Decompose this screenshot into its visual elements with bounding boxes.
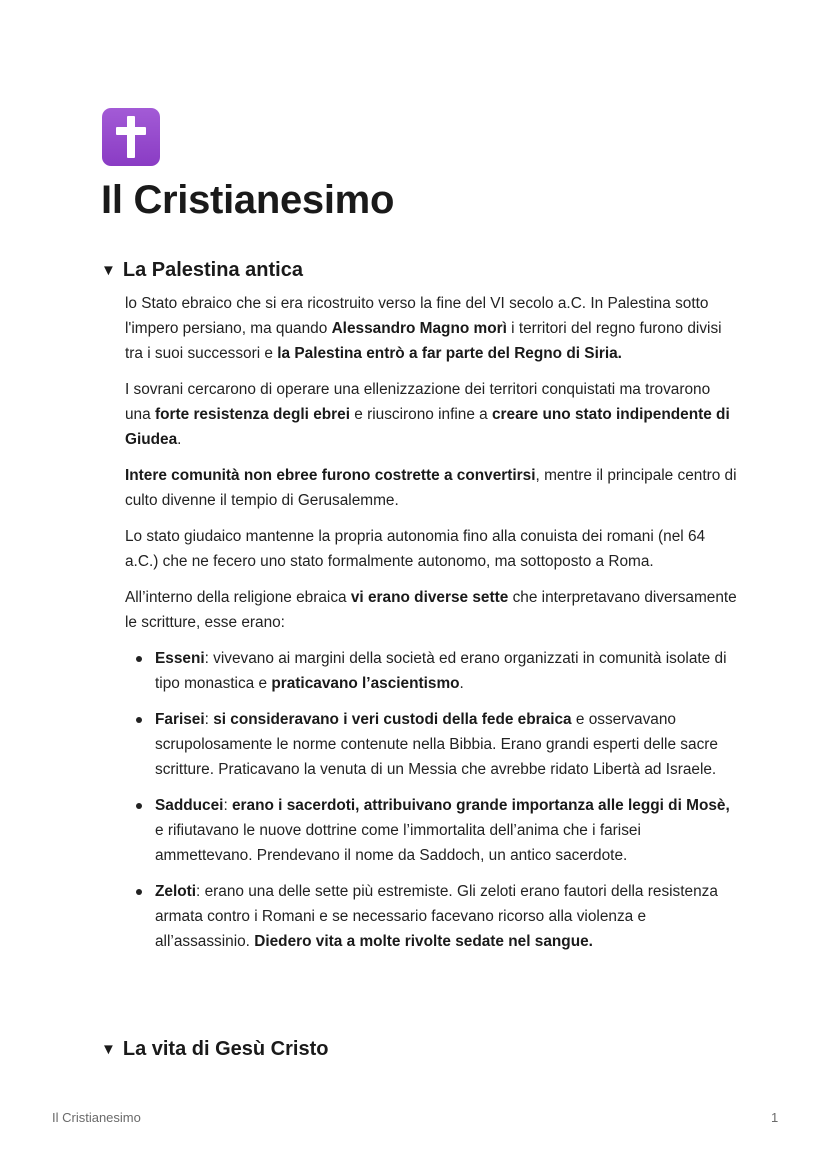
latin-cross-icon bbox=[102, 108, 160, 166]
bullet-icon bbox=[136, 717, 142, 723]
list-item: Sadducei: erano i sacerdoti, attribuivano grande importanza alle leggi di Mosè, e rifiutavano le nuove dottrine come l’immortalita dell’anima che i farisei ammettevano. Prendevano il nome da Saddoch, un antico sacerdote. bbox=[125, 793, 737, 868]
bullet-icon bbox=[136, 803, 142, 809]
footer-page-number: 1 bbox=[771, 1110, 779, 1125]
toggle-content bbox=[125, 291, 737, 965]
page-title: Il Cristianesimo bbox=[101, 178, 395, 222]
paragraph: Lo stato giudaico mantenne la propria autonomia fino alla conuista dei romani (nel 64 a.C.) che ne fecero uno stato formalmente autonomo, ma sottoposto a Roma. bbox=[125, 528, 706, 570]
toggle-heading-palestina[interactable] bbox=[101, 259, 303, 282]
toggle-heading-label: La Palestina antica bbox=[122, 259, 303, 281]
paragraph: lo Stato ebraico che si era ricostruito verso la fine del VI secolo a.C. In Palestina sotto l'impero persiano, ma quando Alessandro Magno morì i territori del regno furono divisi tra i suoi successori e la Palestina entrò a far parte del Regno di Siria. bbox=[125, 295, 722, 362]
footer-doc-title: Il Cristianesimo bbox=[52, 1110, 141, 1125]
list-item: Zeloti: erano una delle sette più estremiste. Gli zeloti erano fautori della resistenza armata contro i Romani e se necessario facevano ricorso alla violenza e all’assassinio. Diedero vita a molte rivolte sedate nel sangue. bbox=[125, 879, 737, 954]
toggle-heading-gesu[interactable] bbox=[101, 1038, 328, 1061]
list-item: Farisei: si consideravano i veri custodi della fede ebraica e osservavano scrupolosamente le norme contenute nella Bibbia. Erano grandi esperti delle sacre scritture. Praticavano la venuta di un Messia che avrebbe ridato Libertà ad Israele. bbox=[125, 707, 737, 782]
paragraph: All’interno della religione ebraica vi erano diverse sette che interpretavano diversamente le scritture, esse erano: bbox=[125, 589, 737, 631]
bullet-icon bbox=[136, 656, 142, 662]
paragraph: I sovrani cercarono di operare una ellenizzazione dei territori conquistati ma trovarono una forte resistenza degli ebrei e riuscirono infine a creare uno stato indipendente di Giudea. bbox=[125, 381, 730, 448]
list-item: Esseni: vivevano ai margini della società ed erano organizzati in comunità isolate di tipo monastica e praticavano l’ascientismo. bbox=[125, 646, 737, 696]
bullet-icon bbox=[136, 889, 142, 895]
bullet-list bbox=[125, 646, 737, 954]
triangle-down-icon[interactable]: ▼ bbox=[101, 1041, 116, 1058]
toggle-heading-label: La vita di Gesù Cristo bbox=[122, 1038, 329, 1060]
triangle-down-icon[interactable]: ▼ bbox=[101, 262, 116, 279]
paragraph: Intere comunità non ebree furono costrette a convertirsi, mentre il principale centro di culto divenne il tempio di Gerusalemme. bbox=[125, 467, 737, 509]
